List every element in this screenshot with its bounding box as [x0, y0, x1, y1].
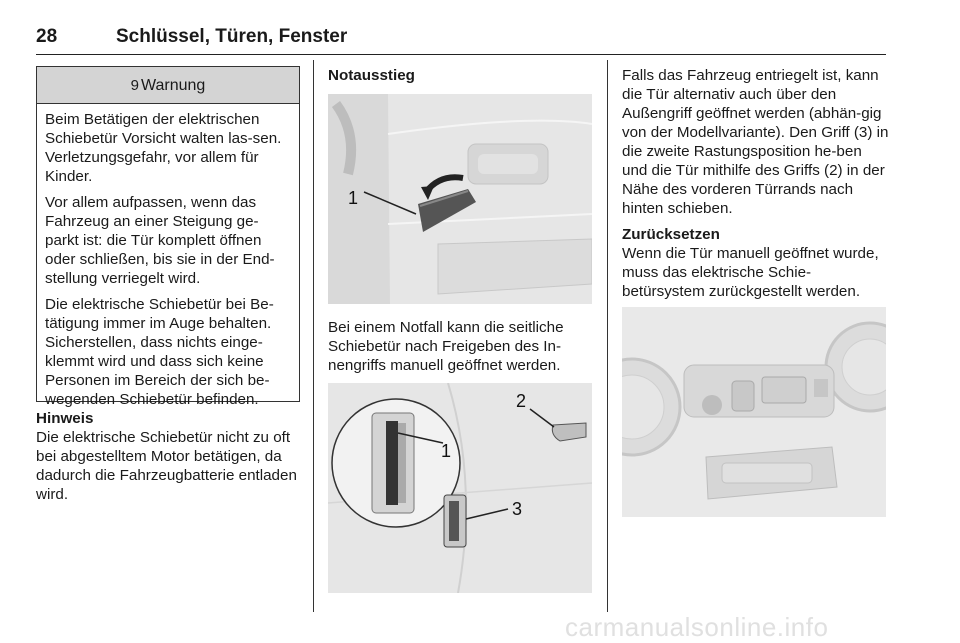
page-number: 28 — [36, 26, 58, 47]
warning-body — [37, 104, 299, 409]
warning-title: Warnung — [141, 77, 206, 94]
figure-label-1: 1 — [348, 188, 359, 208]
warning-icon: 9 — [130, 77, 139, 94]
figure-label-1: 1 — [441, 441, 452, 461]
figure-label-3: 3 — [512, 499, 523, 519]
figure-door-interior-handle — [328, 94, 592, 304]
warning-box — [36, 66, 300, 408]
unlock-paragraph: Falls das Fahrzeug entriegelt ist, kann die Tür alternativ auch über den Außengriff geöffnet werden (abhän-gig von der Modellvariante). Den Griff (3) in die zweite Rastungsposition he-ben und die Tür mithilfe des Griffs (2) in der Nähe des vorderen Türrands nach hinten schieben. — [622, 67, 889, 217]
reset-text: Wenn die Tür manuell geöffnet wurde, muss das elektrische Schie-betürsystem zurückgestellt werden. — [622, 245, 879, 300]
figure-dashboard-controls — [622, 307, 886, 517]
page-header — [36, 26, 886, 55]
notausstieg-text: Bei einem Notfall kann die seitliche Schiebetür nach Freigeben des In-nengriffs manuell geöffnet werden. — [328, 319, 564, 374]
page-title: Schlüssel, Türen, Fenster — [116, 26, 348, 47]
figure-label-2: 2 — [516, 391, 527, 411]
warning-header — [37, 67, 299, 104]
warning-paragraph: Vor allem aufpassen, wenn das Fahrzeug an einer Steigung ge-parkt ist: die Tür komplett öffnen oder schließen, bis sie in der End-stellung verriegelt wird. — [45, 194, 275, 287]
warning-paragraph: Die elektrische Schiebetür bei Be-tätigung immer im Auge behalten. Sicherstellen, dass nichts einge-klemmt wird und dass sich keine Personen im Bereich der sich be-wegenden Schiebetür befinden. — [45, 296, 274, 408]
warning-paragraph: Beim Betätigen der elektrischen Schiebetür Vorsicht walten las-sen. Verletzungsgefahr, vor allem für Kinder. — [45, 111, 282, 185]
note-text: Die elektrische Schiebetür nicht zu oft bei abgestelltem Motor betätigen, da dadurch die Fahrzeugbatterie entladen wird. — [36, 429, 297, 503]
section-heading-reset: Zurücksetzen — [622, 226, 720, 243]
note-title: Hinweis — [36, 410, 94, 427]
watermark: carmanualsonline.info — [565, 612, 829, 642]
column-divider — [607, 60, 608, 612]
note-section — [36, 409, 302, 504]
section-heading-notausstieg: Notausstieg — [328, 67, 415, 84]
column-divider — [313, 60, 314, 612]
figure-door-handles-exterior — [328, 383, 592, 593]
